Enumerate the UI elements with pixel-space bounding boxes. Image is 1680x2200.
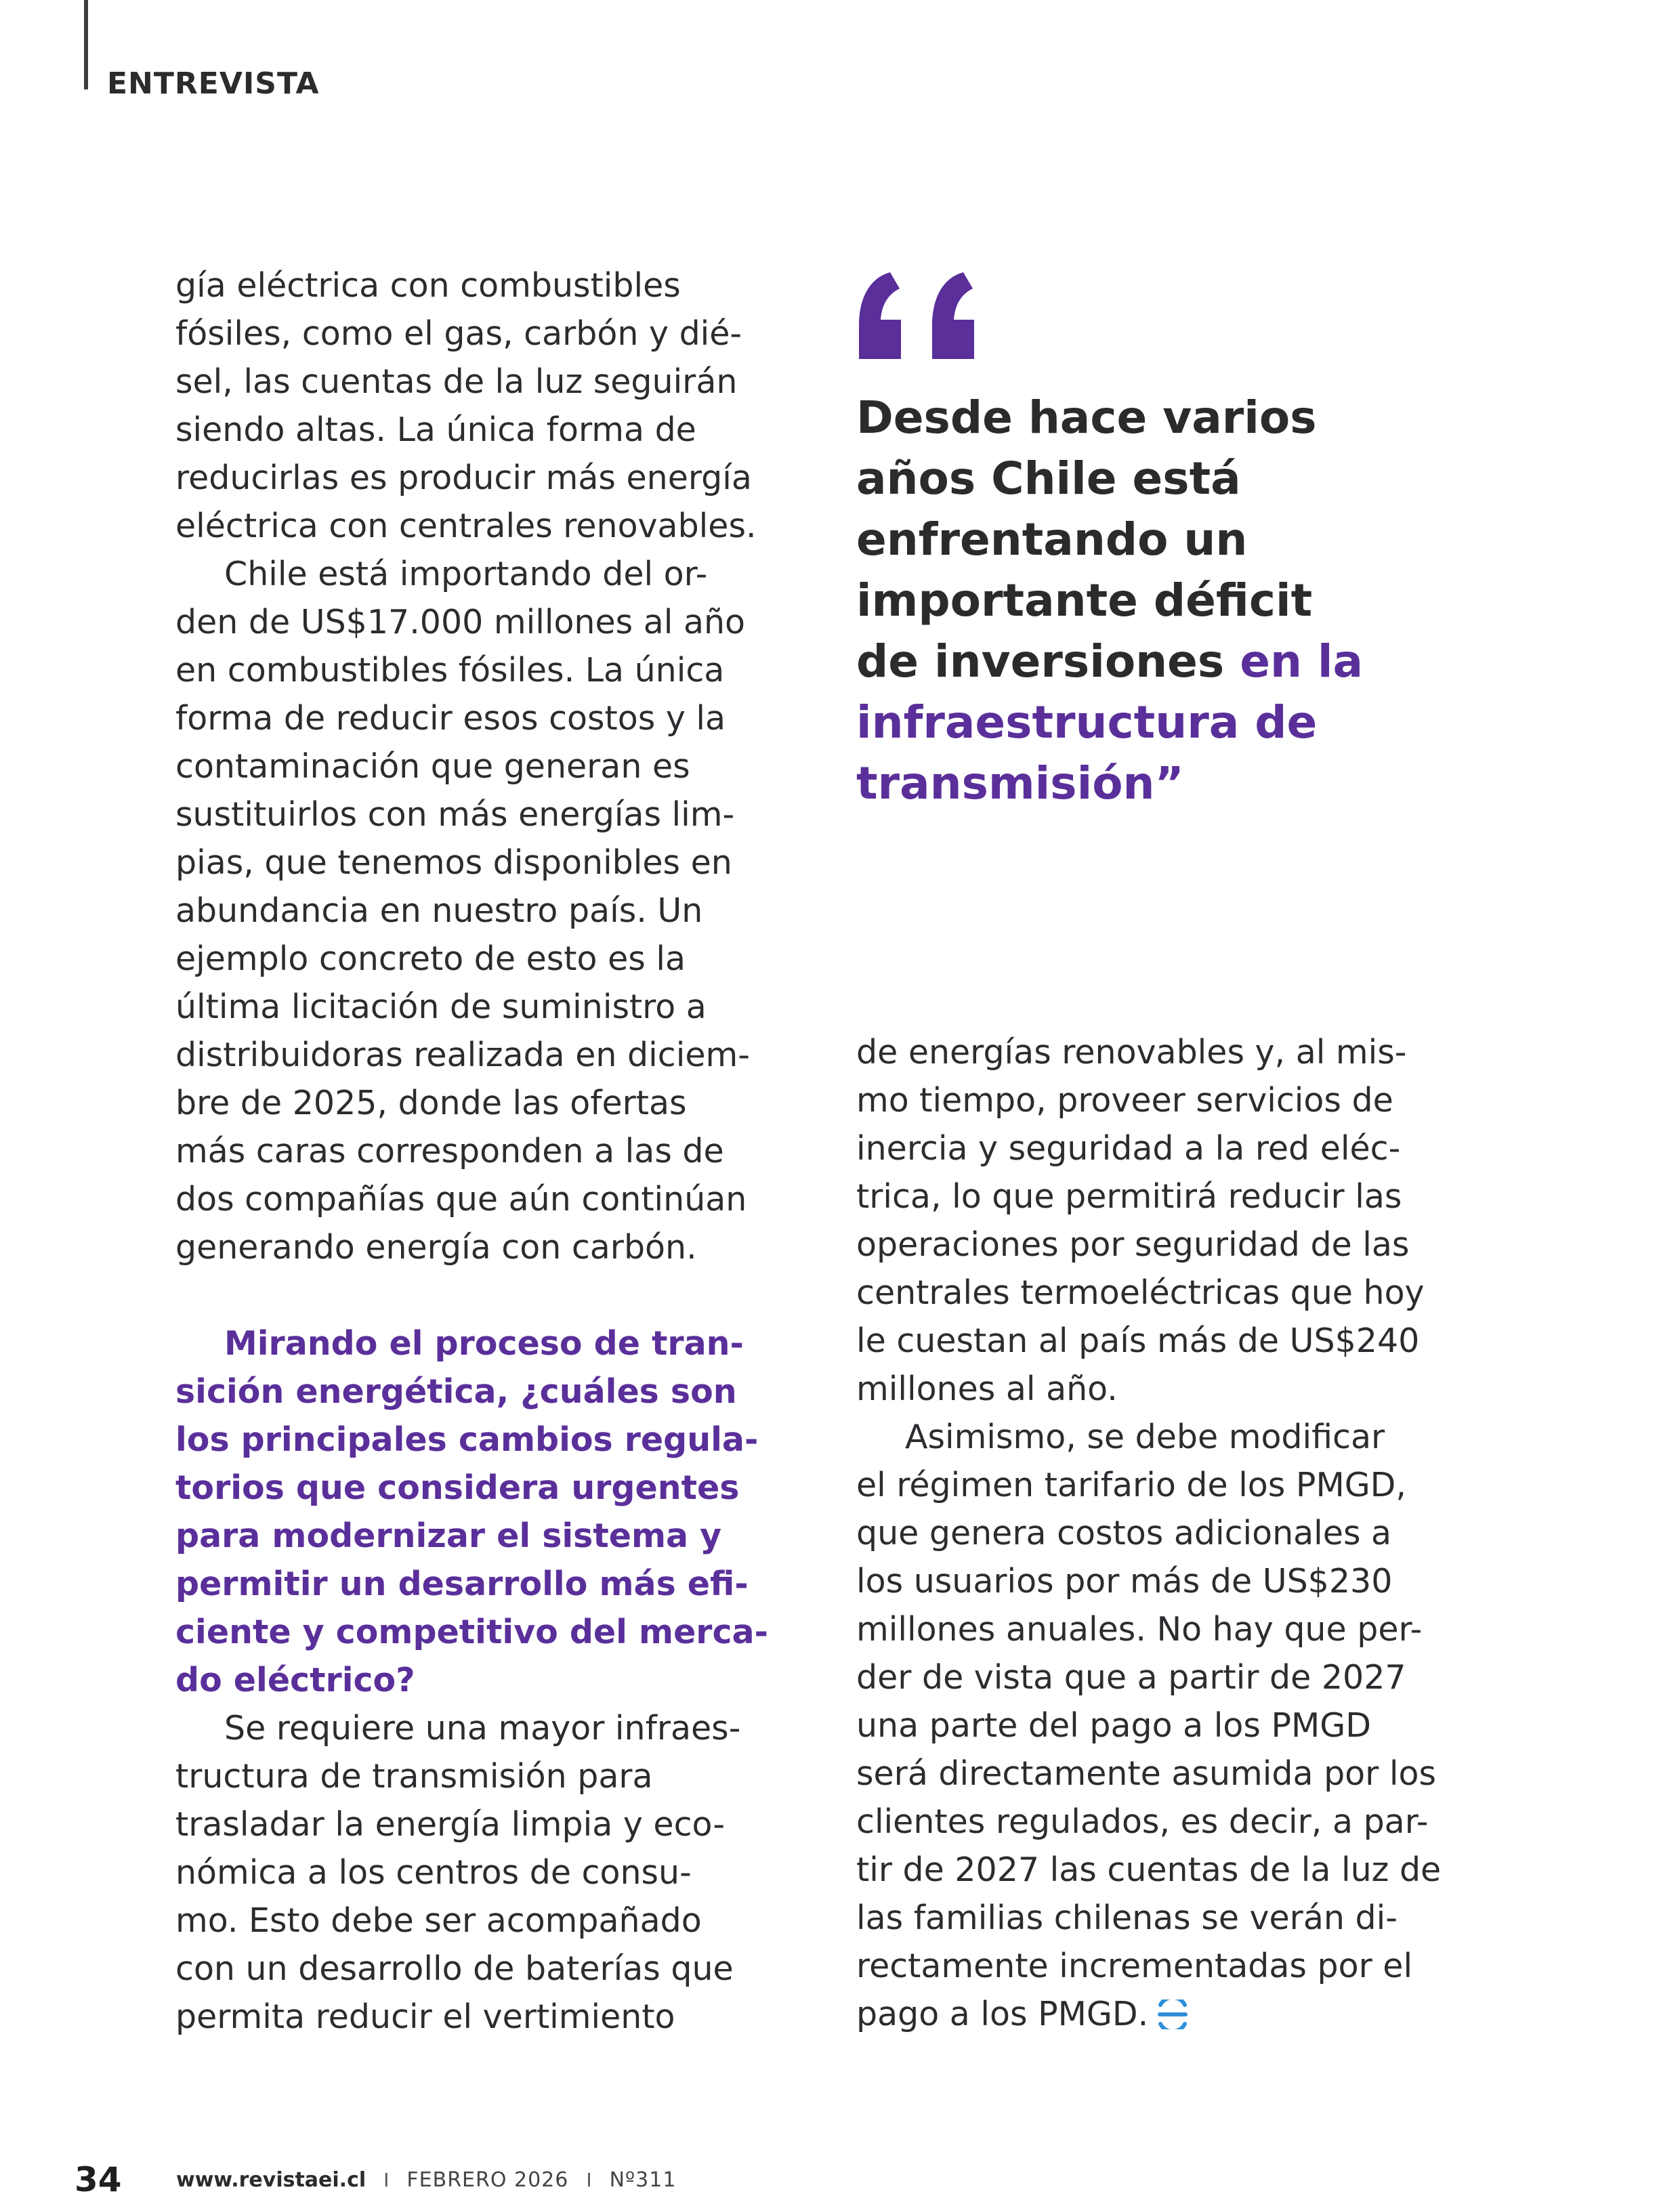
text-line: contaminación que generan es xyxy=(175,747,690,786)
text-line: abundancia en nuestro país. Un xyxy=(175,891,703,930)
interview-question xyxy=(175,1319,826,1704)
text-line: las familias chilenas se verán di- xyxy=(856,1899,1398,1937)
pull-quote-accent: en la xyxy=(1240,635,1364,688)
page-footer xyxy=(75,2161,676,2199)
header-rule xyxy=(84,0,88,89)
text-line-last xyxy=(856,1990,1507,2038)
question-line: do eléctrico? xyxy=(175,1661,415,1699)
question-line: permitir un desarrollo más efi- xyxy=(175,1565,749,1603)
question-line: torios que considera urgentes xyxy=(175,1468,740,1507)
right-column xyxy=(856,1028,1507,2038)
text-line: tructura de transmisión para xyxy=(175,1757,653,1796)
text-line: una parte del pago a los PMGD xyxy=(856,1706,1371,1745)
text-line: millones anuales. No hay que per- xyxy=(856,1610,1423,1649)
text-line: trica, lo que permitirá reducir las xyxy=(856,1177,1402,1216)
text-line: en combustibles fósiles. La única xyxy=(175,651,725,690)
pull-quote-line: enfrentando un xyxy=(856,513,1248,566)
text-line: permita reducir el vertimiento xyxy=(175,1997,675,2036)
text-line: trasladar la energía limpia y eco- xyxy=(175,1805,726,1844)
text-line: forma de reducir esos costos y la xyxy=(175,699,726,738)
site-link[interactable]: www.revistaei.cl xyxy=(176,2167,366,2192)
pull-quote xyxy=(856,387,1363,814)
text-line: inercia y seguridad a la red eléc- xyxy=(856,1129,1401,1168)
pull-quote-accent-line: infraestructura de xyxy=(856,696,1318,748)
question-line: los principales cambios regula- xyxy=(175,1420,759,1459)
text-line: sustituirlos con más energías lim- xyxy=(175,795,735,834)
footer-separator: I xyxy=(383,2168,390,2191)
text-line: reducirlas es producir más energía xyxy=(175,459,752,497)
text-line: fósiles, como el gas, carbón y dié- xyxy=(175,314,742,353)
text-line-end: pago a los PMGD. xyxy=(856,1995,1149,2033)
text-line: generando energía con carbón. xyxy=(175,1228,697,1267)
left-paragraph-1 xyxy=(175,261,826,550)
pull-quote-plain: de inversiones xyxy=(856,635,1240,688)
text-line: mo. Esto debe ser acompañado xyxy=(175,1901,702,1940)
paragraph-gap xyxy=(175,1271,826,1319)
left-column xyxy=(175,261,826,2041)
pull-quote-line: años Chile está xyxy=(856,452,1241,505)
text-line: siendo altas. La única forma de xyxy=(175,410,696,449)
question-line: para modernizar el sistema y xyxy=(175,1517,722,1555)
pull-quote-line xyxy=(856,631,1363,692)
text-line: ejemplo concreto de esto es la xyxy=(175,939,686,978)
open-quote-icon xyxy=(855,268,980,363)
text-line: operaciones por seguridad de las xyxy=(856,1225,1410,1264)
left-paragraph-3 xyxy=(175,1704,826,2041)
question-line: sición energética, ¿cuáles son xyxy=(175,1372,737,1411)
end-mark-icon xyxy=(1155,2000,1190,2029)
footer-separator: I xyxy=(586,2168,592,2191)
text-line: eléctrica con centrales renovables. xyxy=(175,507,757,545)
text-line: sel, las cuentas de la luz seguirán xyxy=(175,362,738,401)
right-paragraph-1 xyxy=(856,1028,1507,1413)
text-line: de energías renovables y, al mis- xyxy=(856,1033,1407,1072)
question-line: ciente y competitivo del merca- xyxy=(175,1613,768,1651)
text-line: dos compañías que aún continúan xyxy=(175,1180,747,1219)
text-line: última licitación de suministro a xyxy=(175,988,707,1026)
text-line: Chile está importando del or- xyxy=(224,555,708,593)
text-line: los usuarios por más de US$230 xyxy=(856,1562,1393,1601)
left-paragraph-2 xyxy=(175,550,826,1271)
text-line: distribuidoras realizada en diciem- xyxy=(175,1036,750,1074)
text-line: bre de 2025, donde las ofertas xyxy=(175,1084,687,1122)
pull-quote-line: importante déficit xyxy=(856,574,1313,627)
text-line: clientes regulados, es decir, a par- xyxy=(856,1802,1429,1841)
text-line: más caras corresponden a las de xyxy=(175,1132,724,1170)
text-line: el régimen tarifario de los PMGD, xyxy=(856,1466,1406,1504)
section-label: ENTREVISTA xyxy=(107,66,320,101)
text-line: rectamente incrementadas por el xyxy=(856,1947,1413,1985)
text-line: centrales termoeléctricas que hoy xyxy=(856,1273,1425,1312)
right-paragraph-2 xyxy=(856,1413,1507,2038)
text-line: der de vista que a partir de 2027 xyxy=(856,1658,1406,1697)
pull-quote-line: Desde hace varios xyxy=(856,392,1317,444)
text-line: gía eléctrica con combustibles xyxy=(175,266,681,305)
text-line: mo tiempo, proveer servicios de xyxy=(856,1081,1393,1120)
pull-quote-accent-line: transmisión” xyxy=(856,757,1184,809)
issue-number: Nº311 xyxy=(609,2167,677,2192)
text-line: nómica a los centros de consu- xyxy=(175,1853,692,1892)
text-line: millones al año. xyxy=(856,1370,1118,1408)
page-number: 34 xyxy=(75,2160,122,2199)
text-line: le cuestan al país más de US$240 xyxy=(856,1321,1420,1360)
text-line: tir de 2027 las cuentas de la luz de xyxy=(856,1850,1442,1889)
text-line: será directamente asumida por los xyxy=(856,1754,1436,1793)
issue-date: FEBRERO 2026 xyxy=(406,2167,569,2192)
text-line: pias, que tenemos disponibles en xyxy=(175,843,732,882)
question-line: Mirando el proceso de tran- xyxy=(224,1324,744,1363)
text-line: con un desarrollo de baterías que xyxy=(175,1949,734,1988)
text-line: que genera costos adicionales a xyxy=(856,1514,1392,1552)
text-line: den de US$17.000 millones al año xyxy=(175,603,746,641)
text-line: Se requiere una mayor infraes- xyxy=(224,1709,741,1748)
text-line: Asimismo, se debe modificar xyxy=(905,1418,1385,1456)
